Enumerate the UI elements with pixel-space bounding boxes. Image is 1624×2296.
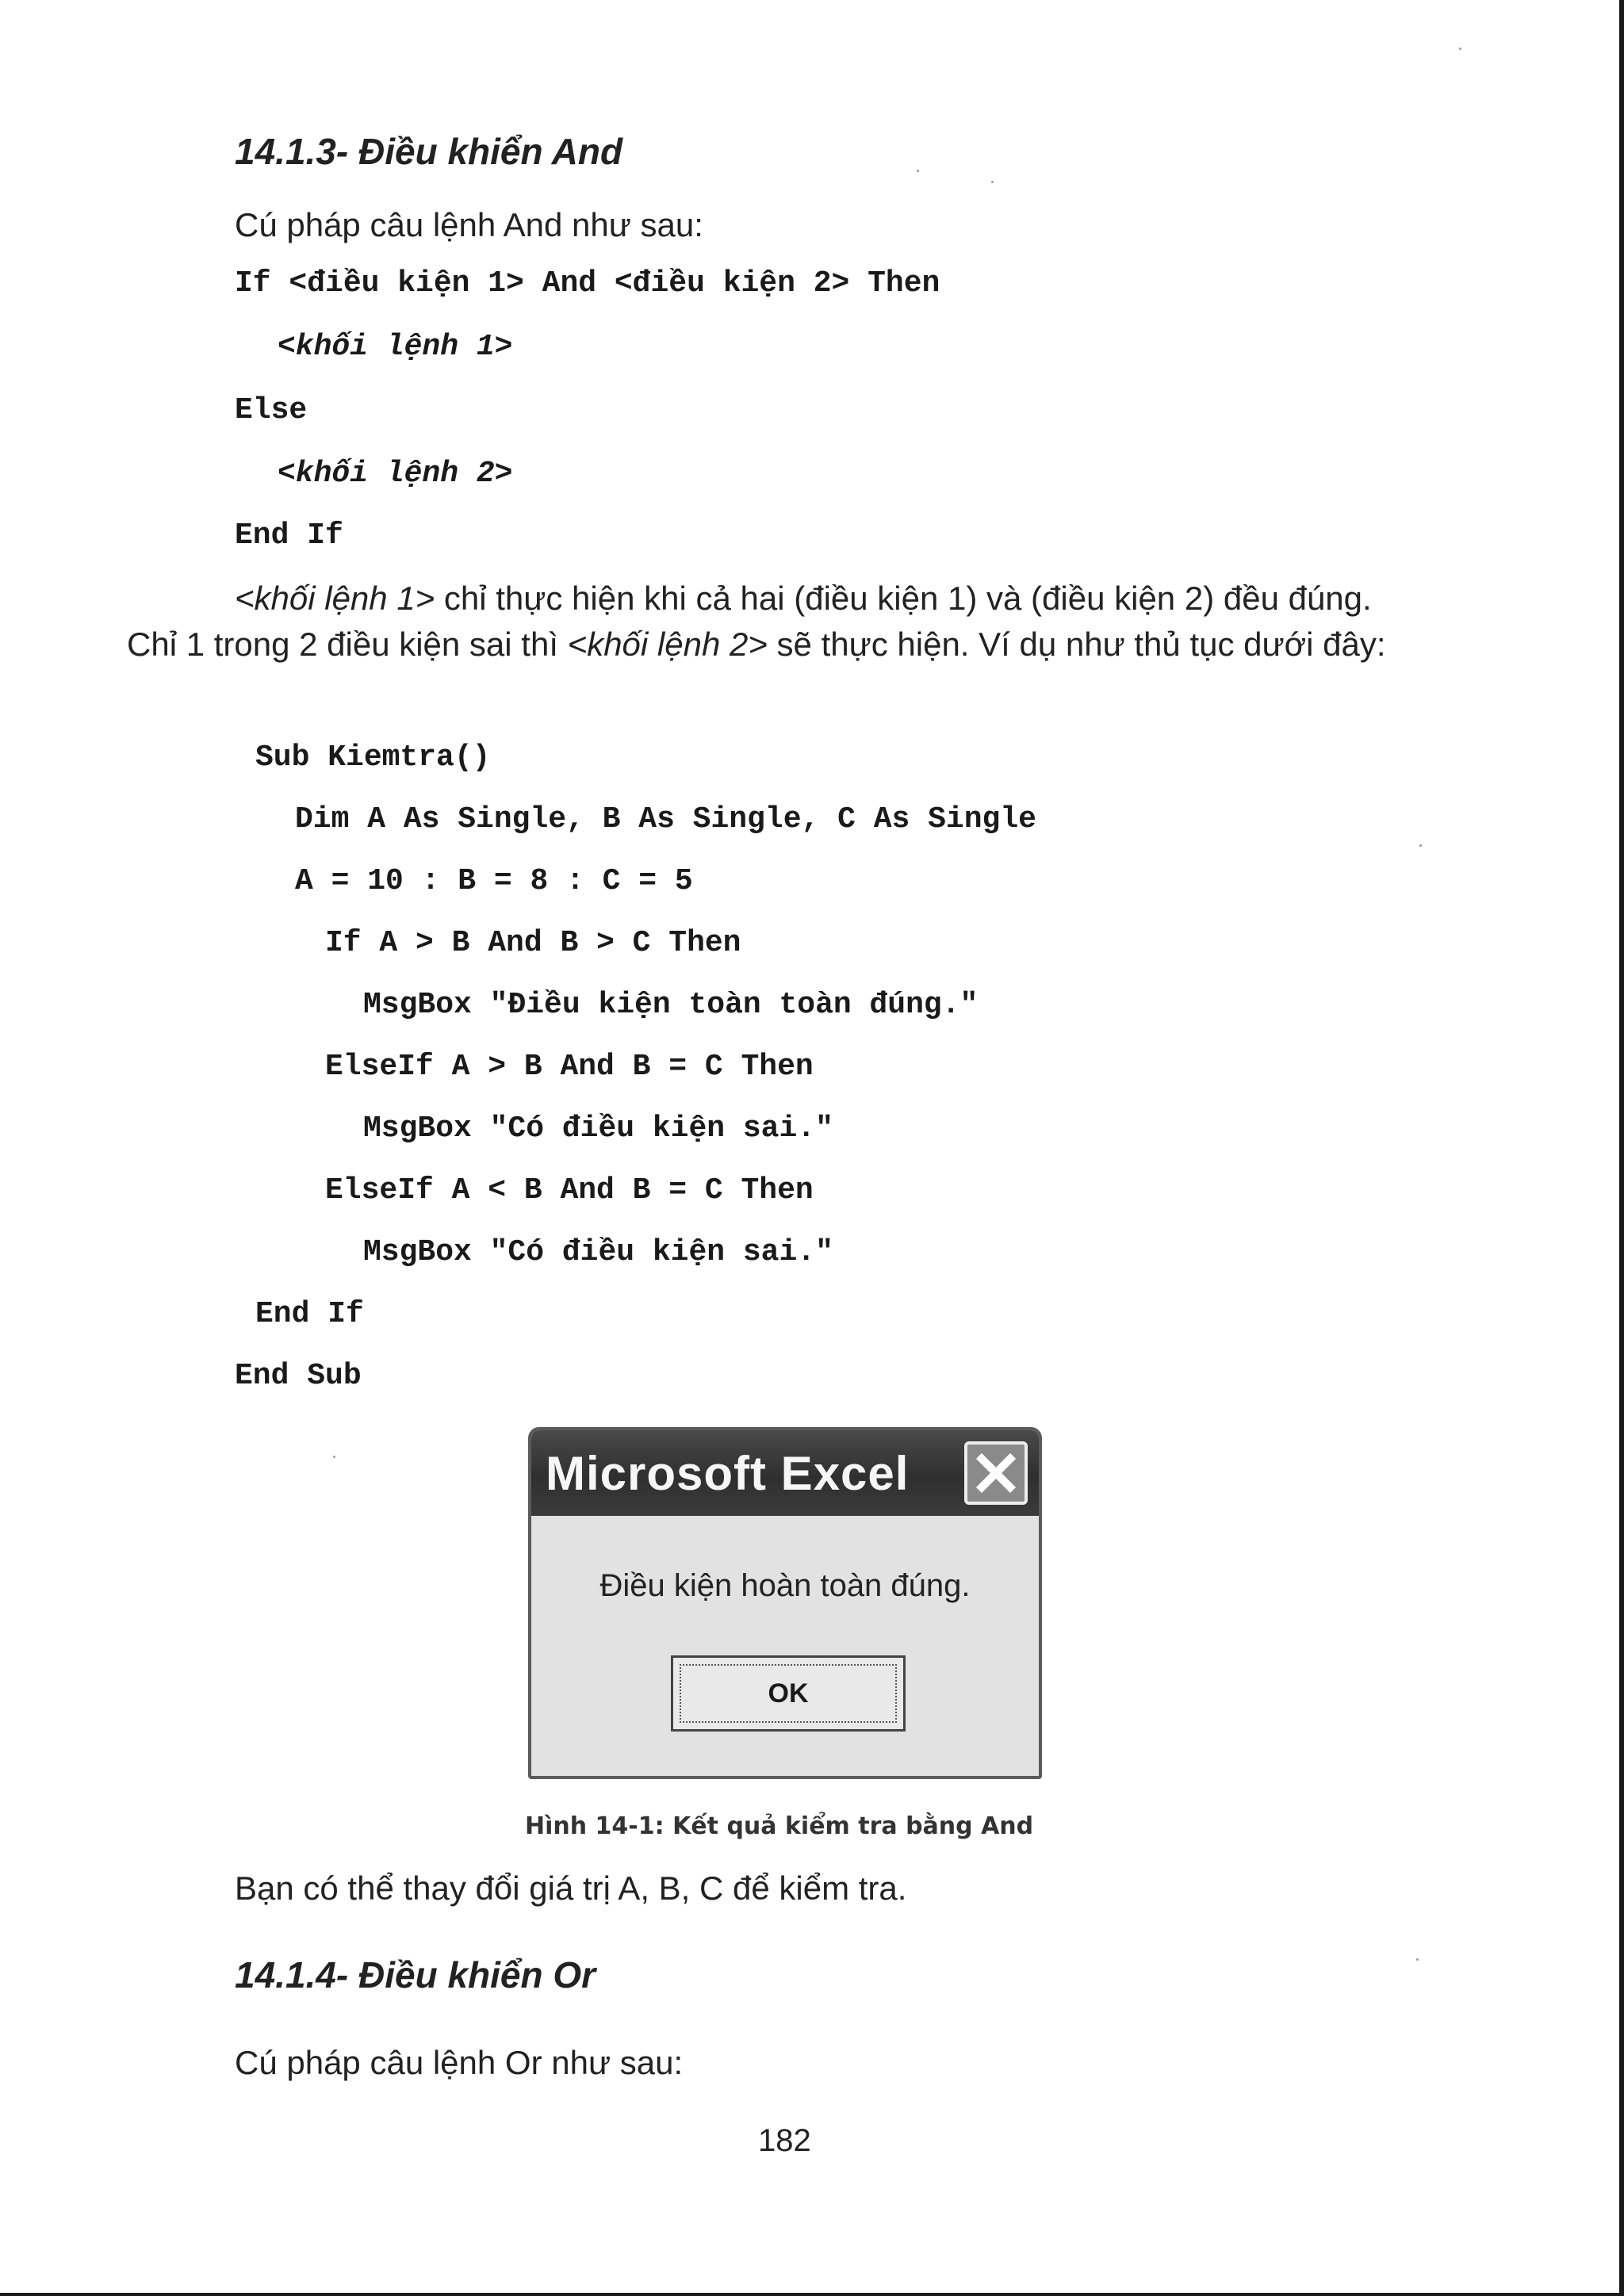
ok-button-label: OK xyxy=(768,1678,809,1709)
page-number: 182 xyxy=(758,2123,811,2158)
code-line-msgbox-3: MsgBox "Có điều kiện sai." xyxy=(363,1235,833,1269)
code-line-assign: A = 10 : B = 8 : C = 5 xyxy=(295,864,693,898)
explanation-paragraph xyxy=(127,576,1427,668)
ok-button[interactable] xyxy=(671,1655,906,1732)
scan-speck xyxy=(1416,1958,1419,1961)
explanation-text-a: chỉ thực hiện khi cả hai (điều kiện 1) và (điều kiện 2) đều đúng. Chỉ 1 trong 2 điều kiện sai thì xyxy=(127,580,1372,663)
close-icon[interactable] xyxy=(964,1441,1028,1505)
code-line-dim: Dim A As Single, B As Single, C As Single xyxy=(295,802,1036,836)
code-line-msgbox-2: MsgBox "Có điều kiện sai." xyxy=(363,1112,833,1146)
code-line-sub: Sub Kiemtra() xyxy=(255,740,491,775)
code-line-msgbox-1: MsgBox "Điều kiện toàn toàn đúng." xyxy=(363,988,979,1022)
scan-speck xyxy=(991,181,994,183)
syntax-line-block2: <khối lệnh 2> xyxy=(278,457,513,491)
scan-speck xyxy=(333,1456,335,1458)
code-line-endif: End If xyxy=(255,1297,364,1331)
dialog-title: Microsoft Excel xyxy=(546,1447,910,1500)
scan-speck xyxy=(1419,844,1422,847)
code-line-elseif-1: ElseIf A > B And B = C Then xyxy=(325,1050,814,1084)
syntax-intro-or: Cú pháp câu lệnh Or như sau: xyxy=(235,2044,684,2081)
code-line-if: If A > B And B > C Then xyxy=(325,926,741,960)
after-figure-text: Bạn có thể thay đổi giá trị A, B, C để kiểm tra. xyxy=(235,1869,907,1907)
close-x-glyph xyxy=(974,1451,1018,1495)
code-line-endsub: End Sub xyxy=(235,1359,362,1393)
syntax-line-block1: <khối lệnh 1> xyxy=(278,330,513,364)
dialog-titlebar[interactable] xyxy=(531,1430,1039,1516)
figure-caption: Hình 14-1: Kết quả kiểm tra bằng And xyxy=(525,1812,1034,1840)
code-line-elseif-2: ElseIf A < B And B = C Then xyxy=(325,1173,814,1207)
scan-speck xyxy=(917,170,919,172)
section-heading-and: 14.1.3- Điều khiển And xyxy=(235,131,623,172)
block2-term: <khối lệnh 2> xyxy=(567,626,768,663)
scan-speck xyxy=(1459,48,1461,50)
syntax-line-if: If <điều kiện 1> And <điều kiện 2> Then xyxy=(235,266,940,300)
msgbox-dialog xyxy=(528,1427,1042,1779)
explanation-text-b: sẽ thực hiện. Ví dụ như thủ tục dưới đây: xyxy=(767,626,1386,663)
dialog-message: Điều kiện hoàn toàn đúng. xyxy=(599,1568,971,1603)
syntax-line-else: Else xyxy=(235,393,308,427)
section-heading-or: 14.1.4- Điều khiển Or xyxy=(235,1954,596,1996)
syntax-intro-and: Cú pháp câu lệnh And như sau: xyxy=(235,206,703,243)
dialog-body xyxy=(531,1516,1039,1776)
block1-term: <khối lệnh 1> xyxy=(235,580,435,617)
syntax-line-endif: End If xyxy=(235,519,343,553)
